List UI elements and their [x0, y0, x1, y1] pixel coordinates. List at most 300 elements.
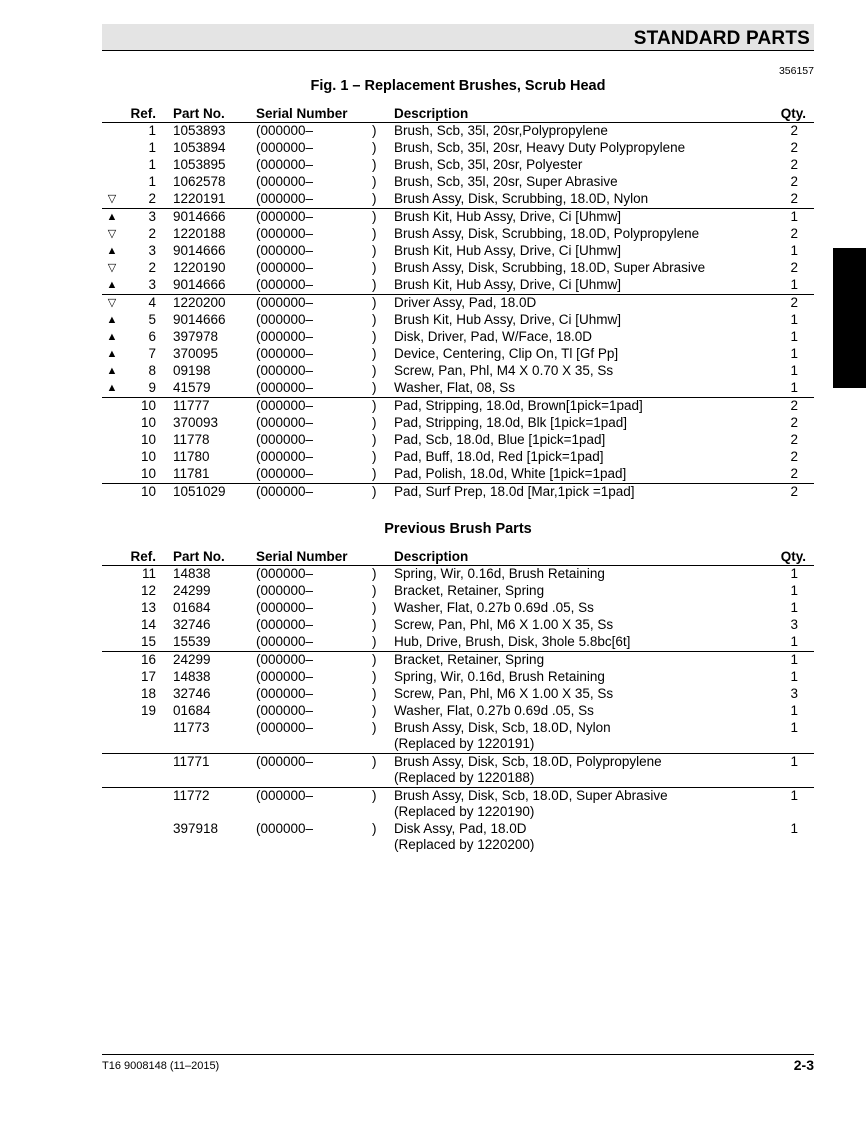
description-text: Brush Kit, Hub Assy, Drive, Ci [Uhmw] — [394, 243, 622, 258]
serial-number-cell: (000000– — [256, 226, 314, 241]
col-serial: Serial Number — [256, 106, 348, 121]
description-cell — [394, 398, 643, 414]
serial-number-cell: (000000– — [256, 449, 314, 464]
serial-number-cell: (000000– — [256, 295, 314, 310]
table-header — [102, 549, 814, 566]
description-text: Spring, Wir, 0.16d, Brush Retaining — [394, 669, 605, 684]
table-row — [102, 157, 814, 174]
col-description: Description — [394, 106, 469, 121]
ref-cell: 2 — [148, 191, 156, 206]
table-row — [102, 312, 814, 329]
serial-number-cell: (000000– — [256, 754, 314, 769]
qty-cell: 1 — [790, 346, 798, 361]
serial-number-cell: (000000– — [256, 191, 314, 206]
description-text: Brush Assy, Disk, Scb, 18.0D, Polypropylene — [394, 754, 662, 769]
part-number-cell: 370093 — [173, 415, 219, 430]
ref-cell: 5 — [148, 312, 156, 327]
ref-cell: 13 — [140, 600, 156, 615]
description-cell — [394, 449, 604, 465]
qty-cell: 2 — [790, 157, 798, 172]
part-number-cell: 1220200 — [173, 295, 226, 310]
description-text: Bracket, Retainer, Spring — [394, 652, 545, 667]
replacement-note: (Replaced by 1220200) — [394, 837, 535, 852]
qty-cell: 1 — [790, 600, 798, 615]
open-triangle-icon: ▽ — [107, 228, 117, 240]
ref-cell: 11 — [141, 566, 156, 581]
ref-cell: 17 — [140, 669, 156, 684]
serial-number-cell: (000000– — [256, 346, 314, 361]
description-text: Pad, Stripping, 18.0d, Blk [1pick=1pad] — [394, 415, 628, 430]
description-text: Brush Kit, Hub Assy, Drive, Ci [Uhmw] — [394, 277, 622, 292]
qty-cell: 2 — [790, 260, 798, 275]
qty-cell: 3 — [790, 686, 798, 701]
table-row — [102, 174, 814, 191]
qty-cell: 1 — [790, 243, 798, 258]
description-text: Hub, Drive, Brush, Disk, 3hole 5.8bc[6t] — [394, 634, 631, 649]
table-row — [102, 703, 814, 720]
qty-cell: 1 — [790, 277, 798, 292]
serial-number-cell: (000000– — [256, 634, 314, 649]
description-cell — [394, 174, 618, 190]
serial-number-cell: (000000– — [256, 652, 314, 667]
serial-close-paren: ) — [372, 329, 377, 344]
part-number-cell: 1062578 — [173, 174, 226, 189]
serial-number-cell: (000000– — [256, 466, 314, 481]
description-cell — [394, 600, 594, 616]
description-cell — [394, 788, 668, 820]
table-row — [102, 346, 814, 363]
table-row — [102, 363, 814, 380]
serial-number-cell: (000000– — [256, 363, 314, 378]
col-ref: Ref. — [130, 106, 156, 121]
description-text: Brush Assy, Disk, Scrubbing, 18.0D, Super Abrasive — [394, 260, 706, 275]
serial-number-cell: (000000– — [256, 157, 314, 172]
table-row — [102, 243, 814, 260]
previous-parts-title: Previous Brush Parts — [384, 521, 532, 537]
table-row — [102, 260, 814, 277]
table-row — [102, 821, 814, 854]
serial-close-paren: ) — [372, 346, 377, 361]
table-row — [102, 652, 814, 669]
description-text: Brush Assy, Disk, Scrubbing, 18.0D, Polypropylene — [394, 226, 700, 241]
serial-close-paren: ) — [372, 123, 377, 138]
col-part-no: Part No. — [173, 549, 225, 564]
serial-number-cell: (000000– — [256, 484, 314, 499]
description-text: Pad, Stripping, 18.0d, Brown[1pick=1pad] — [394, 398, 643, 413]
serial-number-cell: (000000– — [256, 312, 314, 327]
serial-close-paren: ) — [372, 380, 377, 395]
description-cell — [394, 243, 621, 259]
part-number-cell: 11773 — [173, 720, 210, 735]
serial-close-paren: ) — [372, 634, 377, 649]
description-cell — [394, 686, 613, 702]
part-number-cell: 1220188 — [173, 226, 226, 241]
description-text: Pad, Surf Prep, 18.0d [Mar,1pick =1pad] — [394, 484, 635, 499]
description-cell — [394, 617, 613, 633]
qty-cell: 2 — [790, 123, 798, 138]
serial-number-cell: (000000– — [256, 260, 314, 275]
part-number-cell: 11780 — [173, 449, 210, 464]
part-number-cell: 15539 — [173, 634, 211, 649]
description-cell — [394, 466, 626, 482]
qty-cell: 2 — [790, 140, 798, 155]
description-cell — [394, 312, 621, 328]
part-number-cell: 1053894 — [173, 140, 226, 155]
table-row — [102, 754, 814, 788]
serial-close-paren: ) — [372, 157, 377, 172]
description-cell — [394, 432, 605, 448]
serial-close-paren: ) — [372, 243, 377, 258]
description-text: Washer, Flat, 0.27b 0.69d .05, Ss — [394, 600, 594, 615]
ref-cell: 14 — [140, 617, 156, 632]
serial-close-paren: ) — [372, 466, 377, 481]
serial-close-paren: ) — [372, 703, 377, 718]
description-cell — [394, 226, 699, 242]
qty-cell: 2 — [790, 484, 798, 499]
qty-cell: 2 — [790, 191, 798, 206]
ref-cell: 10 — [140, 484, 156, 499]
table-row — [102, 329, 814, 346]
part-number-cell: 24299 — [173, 652, 211, 667]
part-number-cell: 9014666 — [173, 209, 226, 224]
ref-cell: 18 — [140, 686, 156, 701]
serial-close-paren: ) — [372, 583, 377, 598]
part-number-cell: 11781 — [173, 466, 210, 481]
replacement-note: (Replaced by 1220190) — [394, 804, 535, 819]
qty-cell: 1 — [790, 363, 798, 378]
part-number-cell: 1053893 — [173, 123, 226, 138]
description-text: Pad, Polish, 18.0d, White [1pick=1pad] — [394, 466, 627, 481]
document-number: 356157 — [778, 65, 814, 77]
description-text: Brush Assy, Disk, Scrubbing, 18.0D, Nylon — [394, 191, 649, 206]
ref-cell: 10 — [140, 398, 156, 413]
description-text: Disk, Driver, Pad, W/Face, 18.0D — [394, 329, 593, 344]
filled-triangle-icon: ▲ — [106, 245, 118, 257]
serial-number-cell: (000000– — [256, 140, 314, 155]
ref-cell: 10 — [140, 449, 156, 464]
ref-cell: 8 — [148, 363, 156, 378]
description-text: Brush, Scb, 35l, 20sr, Super Abrasive — [394, 174, 618, 189]
description-text: Screw, Pan, Phl, M6 X 1.00 X 35, Ss — [394, 686, 614, 701]
serial-close-paren: ) — [372, 686, 377, 701]
serial-number-cell: (000000– — [256, 398, 314, 413]
description-cell — [394, 669, 605, 685]
description-text: Pad, Buff, 18.0d, Red [1pick=1pad] — [394, 449, 604, 464]
qty-cell: 1 — [790, 821, 798, 836]
description-cell — [394, 295, 536, 311]
description-cell — [394, 415, 627, 431]
description-cell — [394, 652, 544, 668]
serial-close-paren: ) — [372, 754, 377, 769]
description-text: Brush Kit, Hub Assy, Drive, Ci [Uhmw] — [394, 209, 622, 224]
serial-close-paren: ) — [372, 566, 377, 581]
ref-cell: 9 — [148, 380, 156, 395]
ref-cell: 12 — [140, 583, 156, 598]
serial-number-cell: (000000– — [256, 669, 314, 684]
serial-close-paren: ) — [372, 600, 377, 615]
qty-cell: 1 — [790, 312, 798, 327]
qty-cell: 2 — [790, 226, 798, 241]
table-row — [102, 226, 814, 243]
previous-parts-table — [102, 549, 814, 854]
serial-number-cell: (000000– — [256, 600, 314, 615]
qty-cell: 1 — [790, 583, 798, 598]
table-row — [102, 209, 814, 226]
ref-cell: 6 — [148, 329, 156, 344]
part-number-cell: 1220191 — [173, 191, 226, 206]
qty-cell: 1 — [790, 669, 798, 684]
serial-close-paren: ) — [372, 415, 377, 430]
part-number-cell: 9014666 — [173, 243, 226, 258]
part-number-cell: 1051029 — [173, 484, 226, 499]
description-cell — [394, 140, 685, 156]
ref-cell: 15 — [140, 634, 156, 649]
filled-triangle-icon: ▲ — [106, 382, 118, 394]
description-cell — [394, 157, 582, 173]
part-number-cell: 9014666 — [173, 312, 226, 327]
qty-cell: 1 — [790, 380, 798, 395]
section-tab-marker — [833, 248, 866, 388]
part-number-cell: 09198 — [173, 363, 211, 378]
ref-cell: 2 — [148, 260, 156, 275]
serial-number-cell: (000000– — [256, 617, 314, 632]
ref-cell: 1 — [148, 174, 156, 189]
table-row — [102, 617, 814, 634]
qty-cell: 1 — [790, 566, 798, 581]
serial-close-paren: ) — [372, 140, 377, 155]
open-triangle-icon: ▽ — [107, 193, 117, 205]
ref-cell: 10 — [140, 415, 156, 430]
serial-close-paren: ) — [372, 617, 377, 632]
serial-number-cell: (000000– — [256, 123, 314, 138]
part-number-cell: 01684 — [173, 600, 211, 615]
serial-close-paren: ) — [372, 209, 377, 224]
open-triangle-icon: ▽ — [107, 297, 117, 309]
table-row — [102, 669, 814, 686]
qty-cell: 2 — [790, 466, 798, 481]
filled-triangle-icon: ▲ — [106, 279, 118, 291]
part-number-cell: 11772 — [173, 788, 210, 803]
filled-triangle-icon: ▲ — [106, 211, 118, 223]
col-ref: Ref. — [130, 549, 156, 564]
page-number: 2-3 — [793, 1057, 814, 1073]
serial-close-paren: ) — [372, 363, 377, 378]
ref-cell: 10 — [140, 466, 156, 481]
ref-cell: 1 — [148, 123, 156, 138]
serial-number-cell: (000000– — [256, 566, 314, 581]
table-row — [102, 398, 814, 415]
qty-cell: 1 — [790, 329, 798, 344]
qty-cell: 2 — [790, 432, 798, 447]
serial-close-paren: ) — [372, 821, 377, 836]
serial-close-paren: ) — [372, 669, 377, 684]
serial-number-cell: (000000– — [256, 209, 314, 224]
replacement-note: (Replaced by 1220191) — [394, 736, 535, 751]
page-header-bar — [102, 24, 814, 51]
serial-close-paren: ) — [372, 720, 377, 735]
table-row — [102, 191, 814, 209]
serial-number-cell: (000000– — [256, 821, 314, 836]
serial-close-paren: ) — [372, 174, 377, 189]
figure-title: Fig. 1 – Replacement Brushes, Scrub Head — [310, 78, 606, 94]
qty-cell: 1 — [790, 720, 798, 735]
description-text: Pad, Scb, 18.0d, Blue [1pick=1pad] — [394, 432, 606, 447]
serial-number-cell: (000000– — [256, 703, 314, 718]
part-number-cell: 32746 — [173, 686, 211, 701]
qty-cell: 2 — [790, 174, 798, 189]
part-number-cell: 1220190 — [173, 260, 226, 275]
table-row — [102, 566, 814, 583]
part-number-cell: 11778 — [173, 432, 210, 447]
part-number-cell: 32746 — [173, 617, 211, 632]
qty-cell: 1 — [790, 788, 798, 803]
filled-triangle-icon: ▲ — [106, 348, 118, 360]
qty-cell: 2 — [790, 415, 798, 430]
table-row — [102, 449, 814, 466]
description-cell — [394, 484, 635, 500]
ref-cell: 16 — [140, 652, 156, 667]
col-qty: Qty. — [780, 106, 806, 121]
part-number-cell: 370095 — [173, 346, 219, 361]
description-text: Spring, Wir, 0.16d, Brush Retaining — [394, 566, 605, 581]
col-serial: Serial Number — [256, 549, 348, 564]
table-row — [102, 140, 814, 157]
serial-number-cell: (000000– — [256, 788, 314, 803]
serial-close-paren: ) — [372, 652, 377, 667]
serial-number-cell: (000000– — [256, 432, 314, 447]
ref-cell: 10 — [140, 432, 156, 447]
table-row — [102, 686, 814, 703]
part-number-cell: 1053895 — [173, 157, 226, 172]
serial-close-paren: ) — [372, 788, 377, 803]
open-triangle-icon: ▽ — [107, 262, 117, 274]
description-text: Bracket, Retainer, Spring — [394, 583, 545, 598]
col-description: Description — [394, 549, 469, 564]
replacement-note: (Replaced by 1220188) — [394, 770, 535, 785]
part-number-cell: 14838 — [173, 669, 211, 684]
table-row — [102, 788, 814, 821]
description-cell — [394, 720, 611, 752]
serial-close-paren: ) — [372, 432, 377, 447]
filled-triangle-icon: ▲ — [106, 331, 118, 343]
table-row — [102, 432, 814, 449]
qty-cell: 3 — [790, 617, 798, 632]
table-row — [102, 484, 814, 501]
ref-cell: 2 — [148, 226, 156, 241]
serial-close-paren: ) — [372, 484, 377, 499]
part-number-cell: 01684 — [173, 703, 211, 718]
description-cell — [394, 260, 705, 276]
description-text: Washer, Flat, 08, Ss — [394, 380, 516, 395]
description-cell — [394, 634, 630, 650]
description-cell — [394, 380, 515, 396]
description-text: Brush Assy, Disk, Scb, 18.0D, Nylon — [394, 720, 611, 735]
description-text: Screw, Pan, Phl, M6 X 1.00 X 35, Ss — [394, 617, 614, 632]
qty-cell: 2 — [790, 295, 798, 310]
serial-number-cell: (000000– — [256, 174, 314, 189]
description-text: Brush, Scb, 35l, 20sr, Heavy Duty Polypropylene — [394, 140, 686, 155]
qty-cell: 1 — [790, 703, 798, 718]
part-number-cell: 397978 — [173, 329, 219, 344]
qty-cell: 1 — [790, 652, 798, 667]
ref-cell: 3 — [148, 209, 156, 224]
table-header — [102, 106, 814, 123]
part-number-cell: 41579 — [173, 380, 211, 395]
description-cell — [394, 123, 608, 139]
footer-rule — [102, 1054, 814, 1055]
description-cell — [394, 363, 613, 379]
table-row — [102, 600, 814, 617]
ref-cell: 3 — [148, 243, 156, 258]
serial-close-paren: ) — [372, 295, 377, 310]
description-cell — [394, 821, 534, 853]
ref-cell: 7 — [148, 346, 156, 361]
serial-number-cell: (000000– — [256, 583, 314, 598]
ref-cell: 1 — [148, 140, 156, 155]
table-row — [102, 634, 814, 652]
serial-close-paren: ) — [372, 226, 377, 241]
description-text: Driver Assy, Pad, 18.0D — [394, 295, 537, 310]
description-cell — [394, 566, 605, 582]
ref-cell: 19 — [140, 703, 156, 718]
description-text: Washer, Flat, 0.27b 0.69d .05, Ss — [394, 703, 594, 718]
filled-triangle-icon: ▲ — [106, 314, 118, 326]
part-number-cell: 397918 — [173, 821, 219, 836]
serial-close-paren: ) — [372, 191, 377, 206]
table-row — [102, 123, 814, 140]
table-row — [102, 466, 814, 484]
description-cell — [394, 754, 662, 786]
description-text: Brush, Scb, 35l, 20sr, Polyester — [394, 157, 583, 172]
serial-close-paren: ) — [372, 312, 377, 327]
description-text: Brush, Scb, 35l, 20sr,Polypropylene — [394, 123, 608, 138]
part-number-cell: 9014666 — [173, 277, 226, 292]
part-number-cell: 24299 — [173, 583, 211, 598]
part-number-cell: 11771 — [173, 754, 210, 769]
table-row — [102, 380, 814, 398]
ref-cell: 3 — [148, 277, 156, 292]
part-number-cell: 14838 — [173, 566, 211, 581]
col-part-no: Part No. — [173, 106, 225, 121]
serial-number-cell: (000000– — [256, 380, 314, 395]
table-row — [102, 720, 814, 754]
description-text: Brush Kit, Hub Assy, Drive, Ci [Uhmw] — [394, 312, 622, 327]
description-cell — [394, 191, 648, 207]
part-number-cell: 11777 — [173, 398, 210, 413]
ref-cell: 4 — [148, 295, 156, 310]
serial-close-paren: ) — [372, 449, 377, 464]
filled-triangle-icon: ▲ — [106, 365, 118, 377]
ref-cell: 1 — [148, 157, 156, 172]
description-text: Brush Assy, Disk, Scb, 18.0D, Super Abrasive — [394, 788, 668, 803]
footer-doc-id: T16 9008148 (11–2015) — [102, 1060, 220, 1072]
table-row — [102, 415, 814, 432]
serial-number-cell: (000000– — [256, 329, 314, 344]
table-row — [102, 295, 814, 312]
description-text: Disk Assy, Pad, 18.0D — [394, 821, 527, 836]
serial-close-paren: ) — [372, 260, 377, 275]
description-cell — [394, 583, 544, 599]
qty-cell: 1 — [790, 754, 798, 769]
qty-cell: 1 — [790, 634, 798, 649]
description-text: Device, Centering, Clip On, Tl [Gf Pp] — [394, 346, 619, 361]
qty-cell: 2 — [790, 449, 798, 464]
col-qty: Qty. — [780, 549, 806, 564]
description-cell — [394, 703, 594, 719]
serial-close-paren: ) — [372, 398, 377, 413]
serial-number-cell: (000000– — [256, 720, 314, 735]
description-cell — [394, 209, 621, 225]
